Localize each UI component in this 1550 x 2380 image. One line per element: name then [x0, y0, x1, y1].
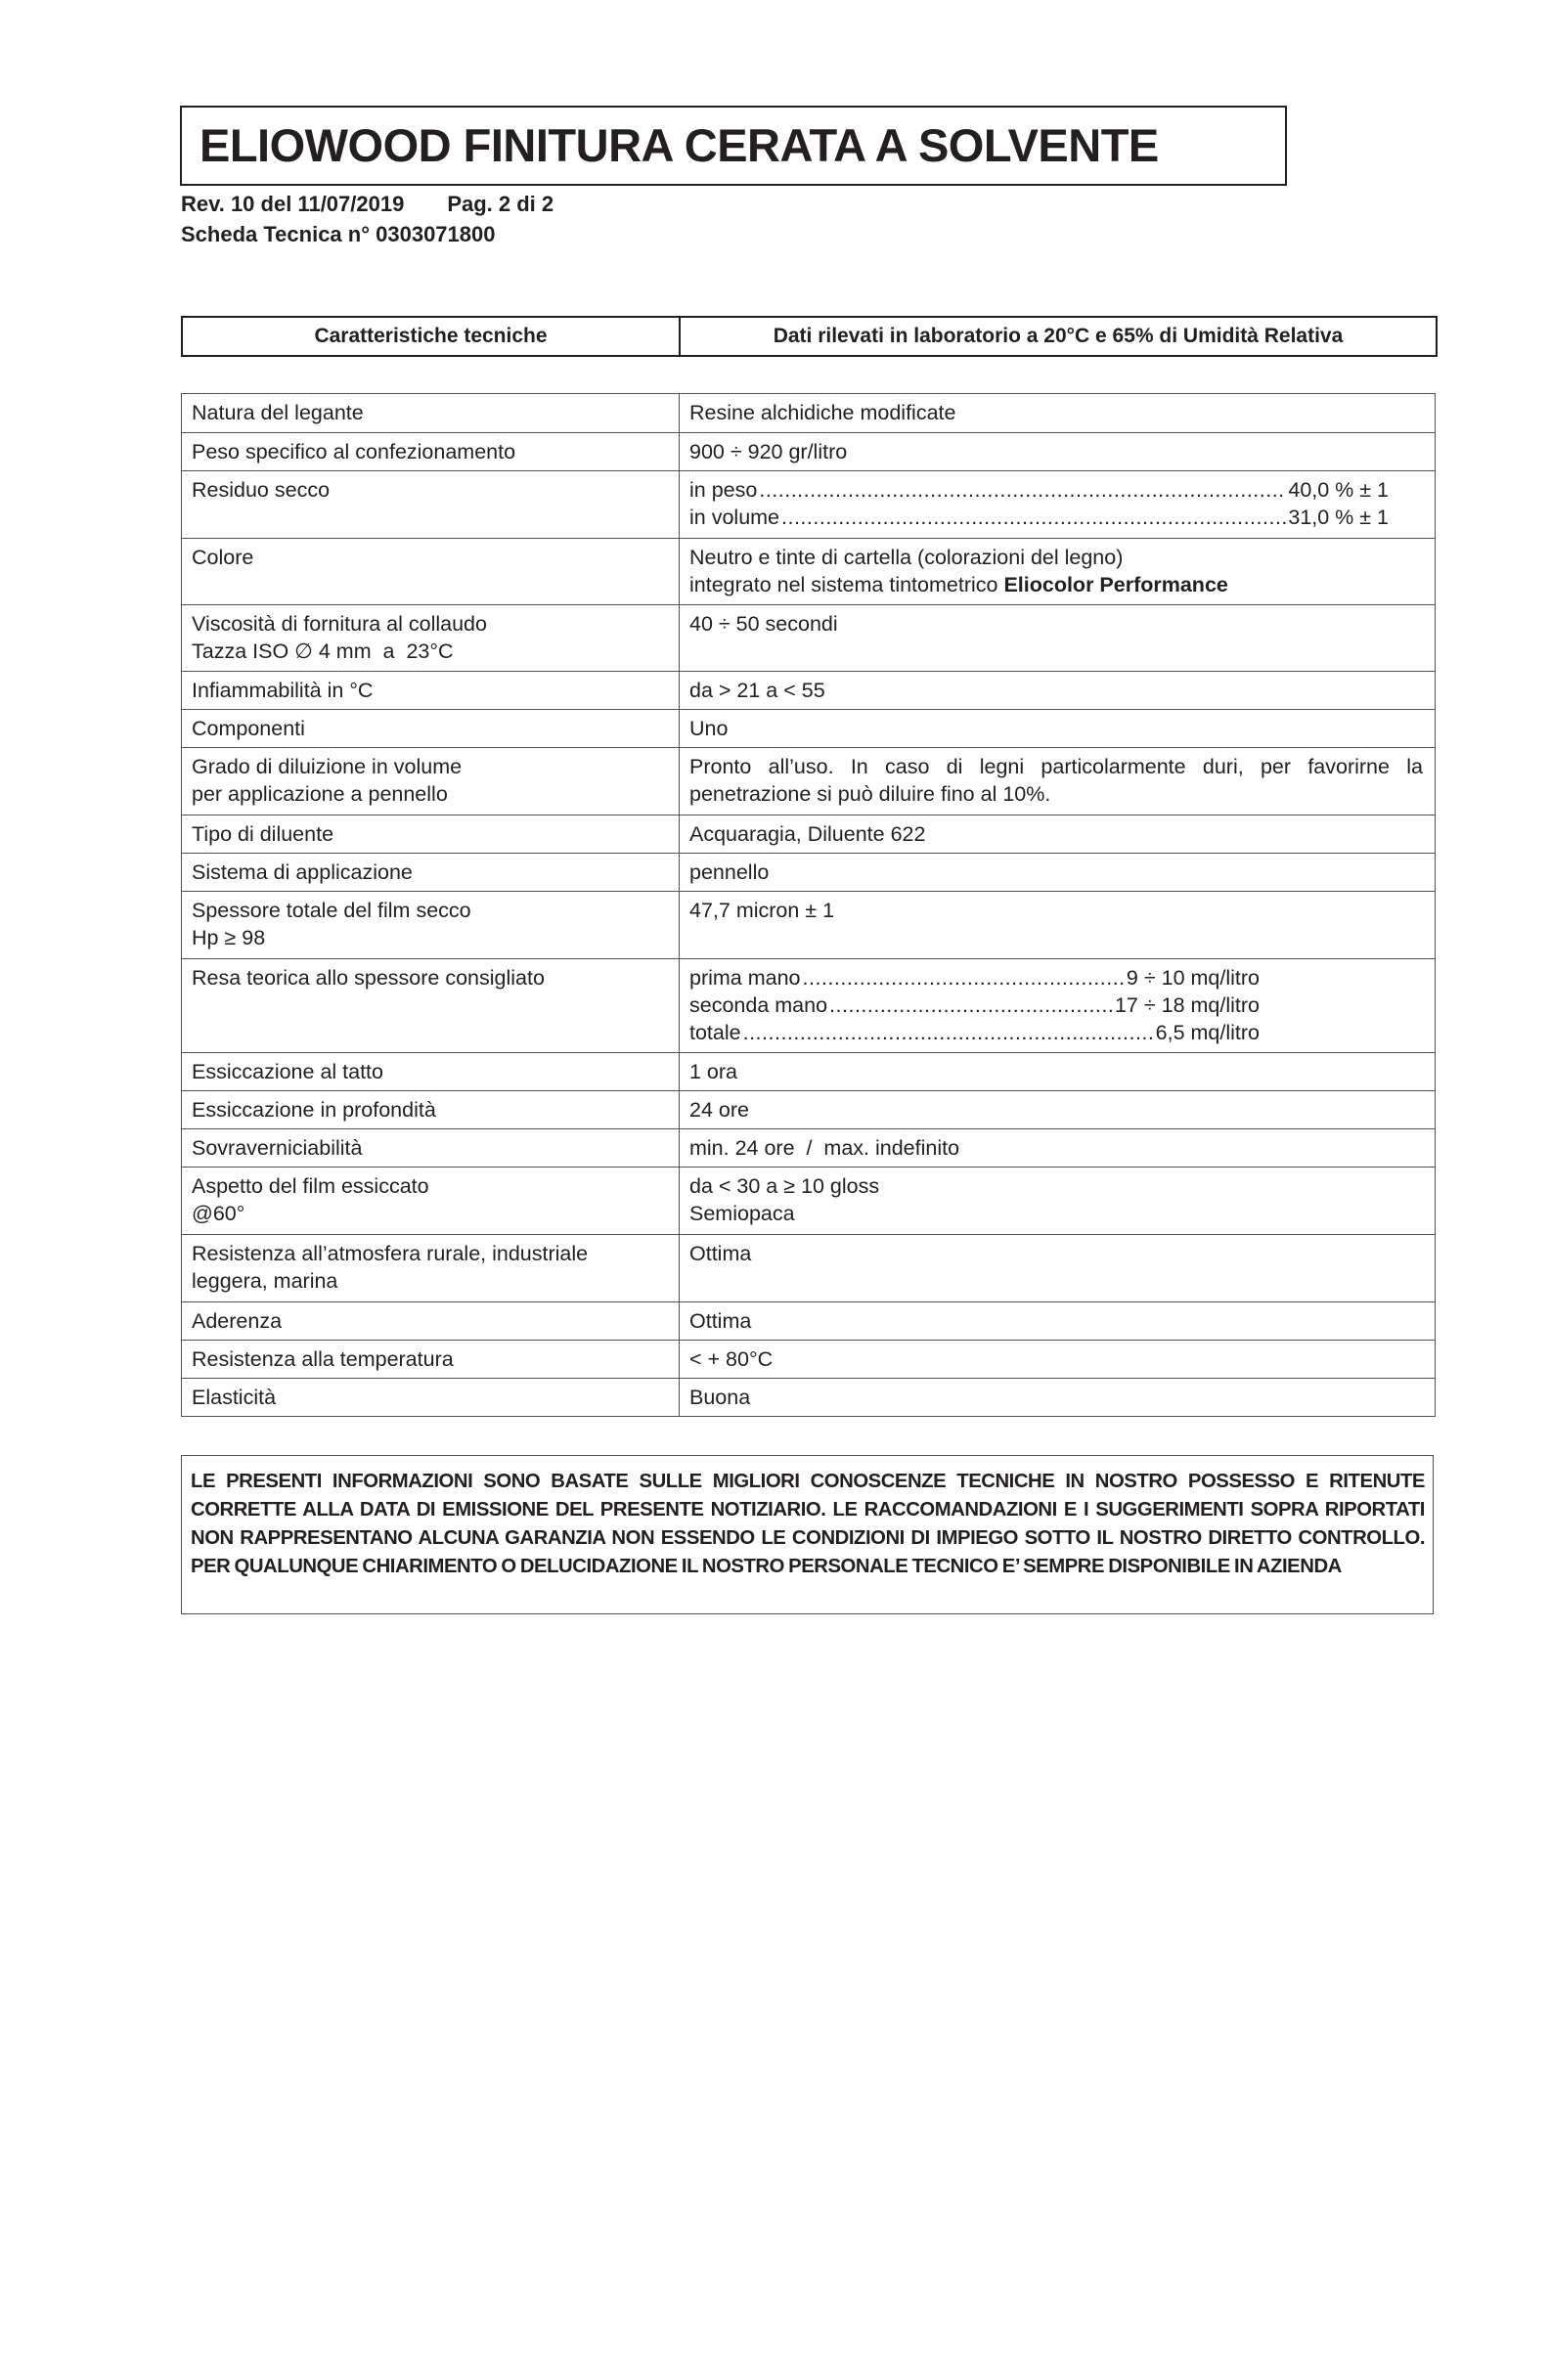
table-header: [181, 316, 1438, 357]
spec-value: 47,7 micron ± 1: [689, 899, 835, 922]
spec-value: [680, 471, 1435, 538]
spec-value: 1 ora: [689, 1060, 738, 1083]
spec-label: Natura del legante: [182, 394, 680, 432]
table-row: [182, 671, 1435, 709]
spec-value: Acquaragia, Diluente 622: [689, 822, 926, 846]
spec-label: Resa teorica allo spessore consigliato: [182, 959, 680, 1052]
spec-value: [680, 959, 1435, 1052]
spec-label: Aspetto del film essiccato @60°: [182, 1168, 680, 1234]
spec-label: Spessore totale del film secco Hp ≥ 98: [182, 892, 680, 958]
spec-label: Componenti: [182, 710, 680, 747]
table-row: [182, 432, 1435, 470]
spec-label: Elasticità: [182, 1379, 680, 1416]
spec-value: Uno: [689, 717, 729, 740]
spec-label: Viscosità di fornitura al collaudo Tazza ISO ∅ 4 mm a 23°C: [182, 605, 680, 671]
table-row: [182, 958, 1435, 1052]
table-row: [182, 1340, 1435, 1378]
spec-value: < + 80°C: [689, 1347, 774, 1371]
dotted-entry: prima mano ..... 9 ÷ 10 mq/litro: [689, 964, 1260, 992]
spec-value: Buona: [689, 1386, 751, 1409]
table-row: [182, 1052, 1435, 1090]
column-header-lab-data: Dati rilevati in laboratorio a 20°C e 65% di Umidità Relativa: [773, 325, 1344, 347]
spec-value: Resine alchidiche modificate: [689, 401, 956, 424]
spec-value: min. 24 ore / max. indefinito: [689, 1136, 960, 1160]
spec-label: Resistenza alla temperatura: [182, 1341, 680, 1378]
table-row: [182, 1378, 1435, 1416]
table-row: [182, 538, 1435, 604]
spec-label: Essiccazione al tatto: [182, 1053, 680, 1090]
specs-table: [181, 393, 1436, 1417]
table-row: [182, 709, 1435, 747]
spec-value: da < 30 a ≥ 10 gloss Semiopaca: [689, 1174, 880, 1225]
spec-value: Neutro e tinte di cartella (colorazioni del legno) integrato nel sistema tintometrico Eliocolor Performance: [689, 546, 1228, 596]
revision-line: [181, 192, 554, 217]
spec-label: Sovraverniciabilità: [182, 1129, 680, 1167]
spec-value: Pronto all’uso. In caso di legni particolarmente duri, per favorirne la penetrazione si può diluire fino al 10%.: [689, 755, 1423, 806]
spec-value: Ottima: [689, 1242, 752, 1265]
spec-label: Tipo di diluente: [182, 815, 680, 853]
table-row: [182, 1090, 1435, 1128]
spec-label: Colore: [182, 539, 680, 604]
spec-label: Peso specifico al confezionamento: [182, 433, 680, 470]
table-row: [182, 747, 1435, 815]
table-row: [182, 1234, 1435, 1301]
spec-value: 24 ore: [689, 1098, 749, 1122]
spec-label: Grado di diluizione in volume per applicazione a pennello: [182, 748, 680, 815]
table-row: [182, 604, 1435, 671]
spec-label: Aderenza: [182, 1302, 680, 1340]
spec-label: Essiccazione in profondità: [182, 1091, 680, 1128]
column-header-characteristics: Caratteristiche tecniche: [183, 318, 681, 355]
dotted-entry: in volume ..... 31,0 % ± 1: [689, 504, 1389, 531]
table-row: [182, 815, 1435, 853]
spec-label: Sistema di applicazione: [182, 854, 680, 891]
disclaimer-box: [181, 1455, 1434, 1614]
dotted-entry: seconda mano ..... 17 ÷ 18 mq/litro: [689, 992, 1260, 1019]
brand-name: Eliocolor Performance: [1003, 573, 1228, 596]
spec-label: Infiammabilità in °C: [182, 672, 680, 709]
table-row: [182, 1167, 1435, 1234]
spec-value: pennello: [689, 860, 770, 884]
title-box: [180, 106, 1287, 186]
table-row: [182, 1301, 1435, 1340]
table-row: [182, 853, 1435, 891]
spec-value: da > 21 a < 55: [689, 679, 825, 702]
table-row: [182, 394, 1435, 432]
spec-value: Ottima: [689, 1309, 752, 1333]
disclaimer-text: LE PRESENTI INFORMAZIONI SONO BASATE SULLE MIGLIORI CONOSCENZE TECNICHE IN NOSTRO POSSESSO E RITENUTE CORRETTE ALLA DATA DI EMISSIONE DEL PRESENTE NOTIZIARIO. LE RACCOMANDAZIONI E I SUGGERIMENTI SOPRA RIPORTATI NON RAPPRESENTANO ALCUNA GARANZIA NON ESSENDO LE CONDIZIONI DI IMPIEGO SOTTO IL NOSTRO DIRETTO CONTROLLO. PER QUALUNQUE CHIARIMENTO O DELUCIDAZIONE IL NOSTRO PERSONALE TECNICO E’ SEMPRE DISPONIBILE IN AZIENDA: [191, 1471, 1425, 1577]
dotted-entry: totale ..... 6,5 mq/litro: [689, 1019, 1260, 1046]
table-row: [182, 1128, 1435, 1167]
table-row: [182, 470, 1435, 538]
spec-value: 40 ÷ 50 secondi: [689, 612, 838, 636]
sheet-number: Scheda Tecnica n° 0303071800: [181, 222, 496, 246]
page-number: Pag. 2 di 2: [447, 192, 554, 216]
dotted-entry: in peso ..... 40,0 % ± 1: [689, 476, 1389, 504]
spec-label: Residuo secco: [182, 471, 680, 538]
table-row: [182, 891, 1435, 958]
product-title: ELIOWOOD FINITURA CERATA A SOLVENTE: [199, 119, 1159, 171]
spec-label: Resistenza all’atmosfera rurale, industriale leggera, marina: [182, 1235, 680, 1301]
revision-info: Rev. 10 del 11/07/2019: [181, 192, 405, 216]
spec-value: 900 ÷ 920 gr/litro: [689, 440, 848, 463]
